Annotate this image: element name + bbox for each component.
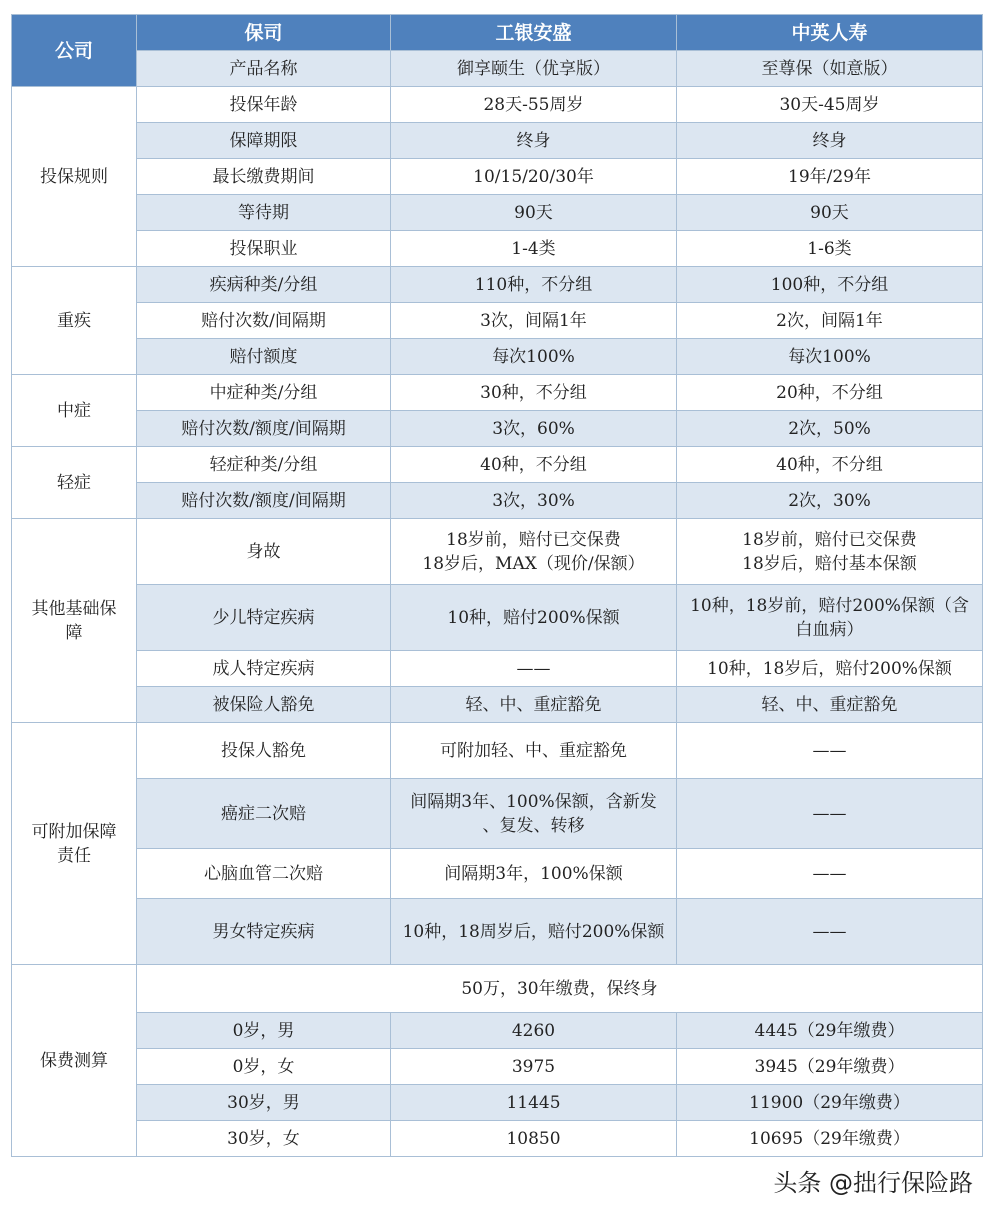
- value-insurer-b: ——: [677, 723, 983, 779]
- value-insurer-a: 10种，赔付200%保额: [391, 585, 677, 651]
- insurer-label: 保司: [137, 15, 391, 51]
- value-insurer-b: 轻、中、重症豁免: [677, 687, 983, 723]
- value-insurer-b: 40种，不分组: [677, 447, 983, 483]
- company-label: 公司: [12, 15, 137, 87]
- product-label: 产品名称: [137, 51, 391, 87]
- item-label: 0岁，女: [137, 1049, 391, 1085]
- item-label: 0岁，男: [137, 1013, 391, 1049]
- value-insurer-a: 3975: [391, 1049, 677, 1085]
- table-row: [12, 723, 983, 779]
- group-label: 中症: [12, 375, 137, 447]
- table-row: [12, 303, 983, 339]
- item-label: 心脑血管二次赔: [137, 849, 391, 899]
- table-row: [12, 1085, 983, 1121]
- value-insurer-a: ——: [391, 651, 677, 687]
- table-row: [12, 87, 983, 123]
- value-insurer-a: 轻、中、重症豁免: [391, 687, 677, 723]
- value-insurer-b: 100种，不分组: [677, 267, 983, 303]
- value-insurer-a: 10/15/20/30年: [391, 159, 677, 195]
- item-label: 30岁，男: [137, 1085, 391, 1121]
- item-label: 赔付额度: [137, 339, 391, 375]
- premium-note: 50万，30年缴费，保终身: [137, 965, 983, 1013]
- item-label: 投保年龄: [137, 87, 391, 123]
- value-insurer-b: ——: [677, 849, 983, 899]
- header-row: [12, 15, 983, 51]
- item-label: 中症种类/分组: [137, 375, 391, 411]
- table-row: [12, 1049, 983, 1085]
- item-label: 赔付次数/间隔期: [137, 303, 391, 339]
- value-insurer-a: 4260: [391, 1013, 677, 1049]
- value-insurer-b: 4445（29年缴费）: [677, 1013, 983, 1049]
- table-row: [12, 779, 983, 849]
- group-label: 保费测算: [12, 965, 137, 1157]
- table-row: [12, 483, 983, 519]
- insurer-b: 中英人寿: [677, 15, 983, 51]
- table-row: [12, 123, 983, 159]
- value-insurer-b: ——: [677, 899, 983, 965]
- item-label: 保障期限: [137, 123, 391, 159]
- insurer-a: 工银安盛: [391, 15, 677, 51]
- table-row: [12, 651, 983, 687]
- table-row: [12, 1121, 983, 1157]
- value-insurer-b: 10种，18岁前，赔付200%保额（含 白血病）: [677, 585, 983, 651]
- item-label: 疾病种类/分组: [137, 267, 391, 303]
- table-row: [12, 231, 983, 267]
- value-insurer-a: 3次，60%: [391, 411, 677, 447]
- value-insurer-b: 18岁前，赔付已交保费 18岁后，赔付基本保额: [677, 519, 983, 585]
- item-label: 被保险人豁免: [137, 687, 391, 723]
- item-label: 投保人豁免: [137, 723, 391, 779]
- table-row: [12, 899, 983, 965]
- value-insurer-b: 2次，间隔1年: [677, 303, 983, 339]
- value-insurer-b: 30天-45周岁: [677, 87, 983, 123]
- table-row: [12, 519, 983, 585]
- item-label: 成人特定疾病: [137, 651, 391, 687]
- value-insurer-a: 110种，不分组: [391, 267, 677, 303]
- item-label: 身故: [137, 519, 391, 585]
- item-label: 少儿特定疾病: [137, 585, 391, 651]
- value-insurer-b: 2次，50%: [677, 411, 983, 447]
- value-insurer-b: 20种，不分组: [677, 375, 983, 411]
- value-insurer-b: 3945（29年缴费）: [677, 1049, 983, 1085]
- value-insurer-a: 18岁前，赔付已交保费 18岁后，MAX（现价/保额）: [391, 519, 677, 585]
- table-row: [12, 585, 983, 651]
- value-insurer-a: 11445: [391, 1085, 677, 1121]
- value-insurer-b: 11900（29年缴费）: [677, 1085, 983, 1121]
- item-label: 赔付次数/额度/间隔期: [137, 483, 391, 519]
- product-a: 御享颐生（优享版）: [391, 51, 677, 87]
- value-insurer-b: 2次，30%: [677, 483, 983, 519]
- value-insurer-a: 间隔期3年、100%保额，含新发 、复发、转移: [391, 779, 677, 849]
- value-insurer-a: 3次，30%: [391, 483, 677, 519]
- value-insurer-a: 可附加轻、中、重症豁免: [391, 723, 677, 779]
- group-label: 可附加保障 责任: [12, 723, 137, 965]
- value-insurer-a: 每次100%: [391, 339, 677, 375]
- table-row: [12, 687, 983, 723]
- comparison-table: [11, 14, 983, 1157]
- value-insurer-b: 19年/29年: [677, 159, 983, 195]
- value-insurer-b: 10种，18岁后，赔付200%保额: [677, 651, 983, 687]
- item-label: 男女特定疾病: [137, 899, 391, 965]
- product-row: [12, 51, 983, 87]
- table-row: [12, 849, 983, 899]
- group-label: 轻症: [12, 447, 137, 519]
- value-insurer-b: ——: [677, 779, 983, 849]
- table-row: [12, 195, 983, 231]
- value-insurer-b: 1-6类: [677, 231, 983, 267]
- value-insurer-b: 每次100%: [677, 339, 983, 375]
- item-label: 投保职业: [137, 231, 391, 267]
- group-label: 重疾: [12, 267, 137, 375]
- value-insurer-a: 10850: [391, 1121, 677, 1157]
- group-label: 其他基础保 障: [12, 519, 137, 723]
- value-insurer-a: 28天-55周岁: [391, 87, 677, 123]
- group-label: 投保规则: [12, 87, 137, 267]
- value-insurer-a: 1-4类: [391, 231, 677, 267]
- value-insurer-a: 40种，不分组: [391, 447, 677, 483]
- table-row: [12, 159, 983, 195]
- table-row: [12, 339, 983, 375]
- table-row: [12, 411, 983, 447]
- item-label: 轻症种类/分组: [137, 447, 391, 483]
- table-row: [12, 965, 983, 1013]
- value-insurer-a: 终身: [391, 123, 677, 159]
- product-b: 至尊保（如意版）: [677, 51, 983, 87]
- item-label: 等待期: [137, 195, 391, 231]
- value-insurer-b: 90天: [677, 195, 983, 231]
- table-row: [12, 375, 983, 411]
- value-insurer-a: 30种，不分组: [391, 375, 677, 411]
- value-insurer-a: 10种，18周岁后，赔付200%保额: [391, 899, 677, 965]
- table-row: [12, 1013, 983, 1049]
- item-label: 最长缴费期间: [137, 159, 391, 195]
- value-insurer-b: 10695（29年缴费）: [677, 1121, 983, 1157]
- value-insurer-a: 3次，间隔1年: [391, 303, 677, 339]
- item-label: 30岁，女: [137, 1121, 391, 1157]
- watermark: 头条 @拙行保险路: [773, 1169, 973, 1197]
- table-row: [12, 267, 983, 303]
- table-row: [12, 447, 983, 483]
- value-insurer-a: 间隔期3年，100%保额: [391, 849, 677, 899]
- item-label: 癌症二次赔: [137, 779, 391, 849]
- value-insurer-b: 终身: [677, 123, 983, 159]
- value-insurer-a: 90天: [391, 195, 677, 231]
- item-label: 赔付次数/额度/间隔期: [137, 411, 391, 447]
